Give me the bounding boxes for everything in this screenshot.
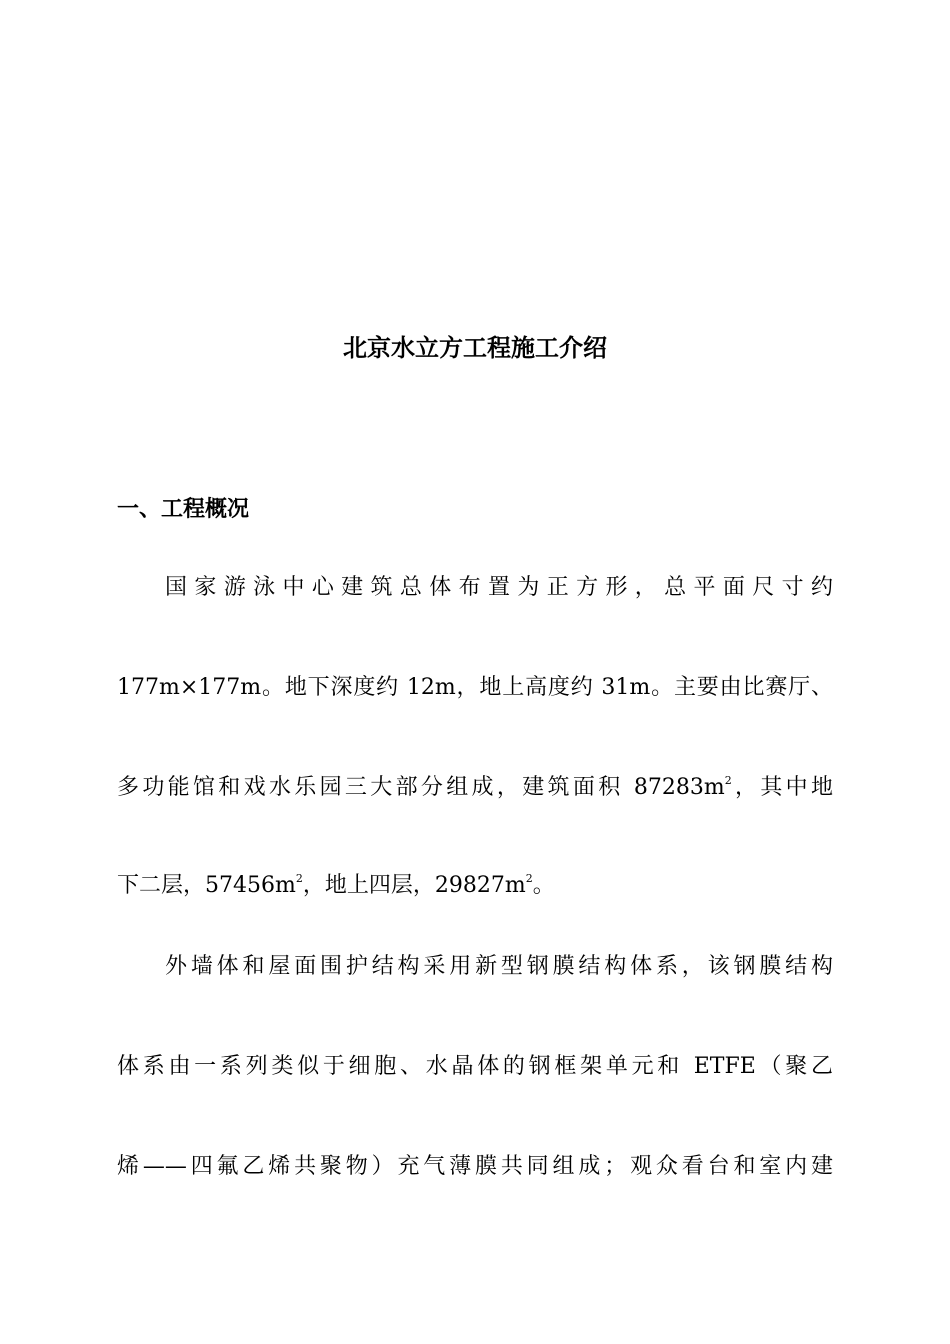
paragraph-1-line-4-text-c: 。 <box>532 873 555 898</box>
paragraph-1-line-2: 177m×177m。地下深度约 12m，地上高度约 31m。主要由比赛厅、 <box>117 675 833 700</box>
paragraph-2-line-3: 烯——四氟乙烯共聚物）充气薄膜共同组成；观众看台和室内建 <box>117 1154 833 1179</box>
section-heading: 一、工程概况 <box>117 497 250 522</box>
paragraph-2-line-2: 体系由一系列类似于细胞、水晶体的钢框架单元和 ETFE（聚乙 <box>117 1054 833 1079</box>
paragraph-1-line-4-text-a: 下二层，57456m <box>117 873 296 898</box>
paragraph-1-line-3 <box>117 770 833 806</box>
paragraph-1-line-3-text-a: 多功能馆和戏水乐园三大部分组成，建筑面积 87283m <box>117 775 725 800</box>
paragraph-1-line-4 <box>117 868 833 904</box>
page-title: 北京水立方工程施工介绍 <box>343 334 607 362</box>
paragraph-1-line-3-text-b: ，其中地 <box>731 775 833 800</box>
paragraph-1-line-4-text-b: ，地上四层，29827m <box>302 873 526 898</box>
superscript-square: 2 <box>295 872 303 885</box>
paragraph-2-line-1: 外墙体和屋面围护结构采用新型钢膜结构体系，该钢膜结构 <box>165 954 833 979</box>
superscript-square: 2 <box>525 872 533 885</box>
paragraph-1-line-1: 国家游泳中心建筑总体布置为正方形，总平面尺寸约 <box>165 575 833 600</box>
superscript-square: 2 <box>724 774 732 787</box>
